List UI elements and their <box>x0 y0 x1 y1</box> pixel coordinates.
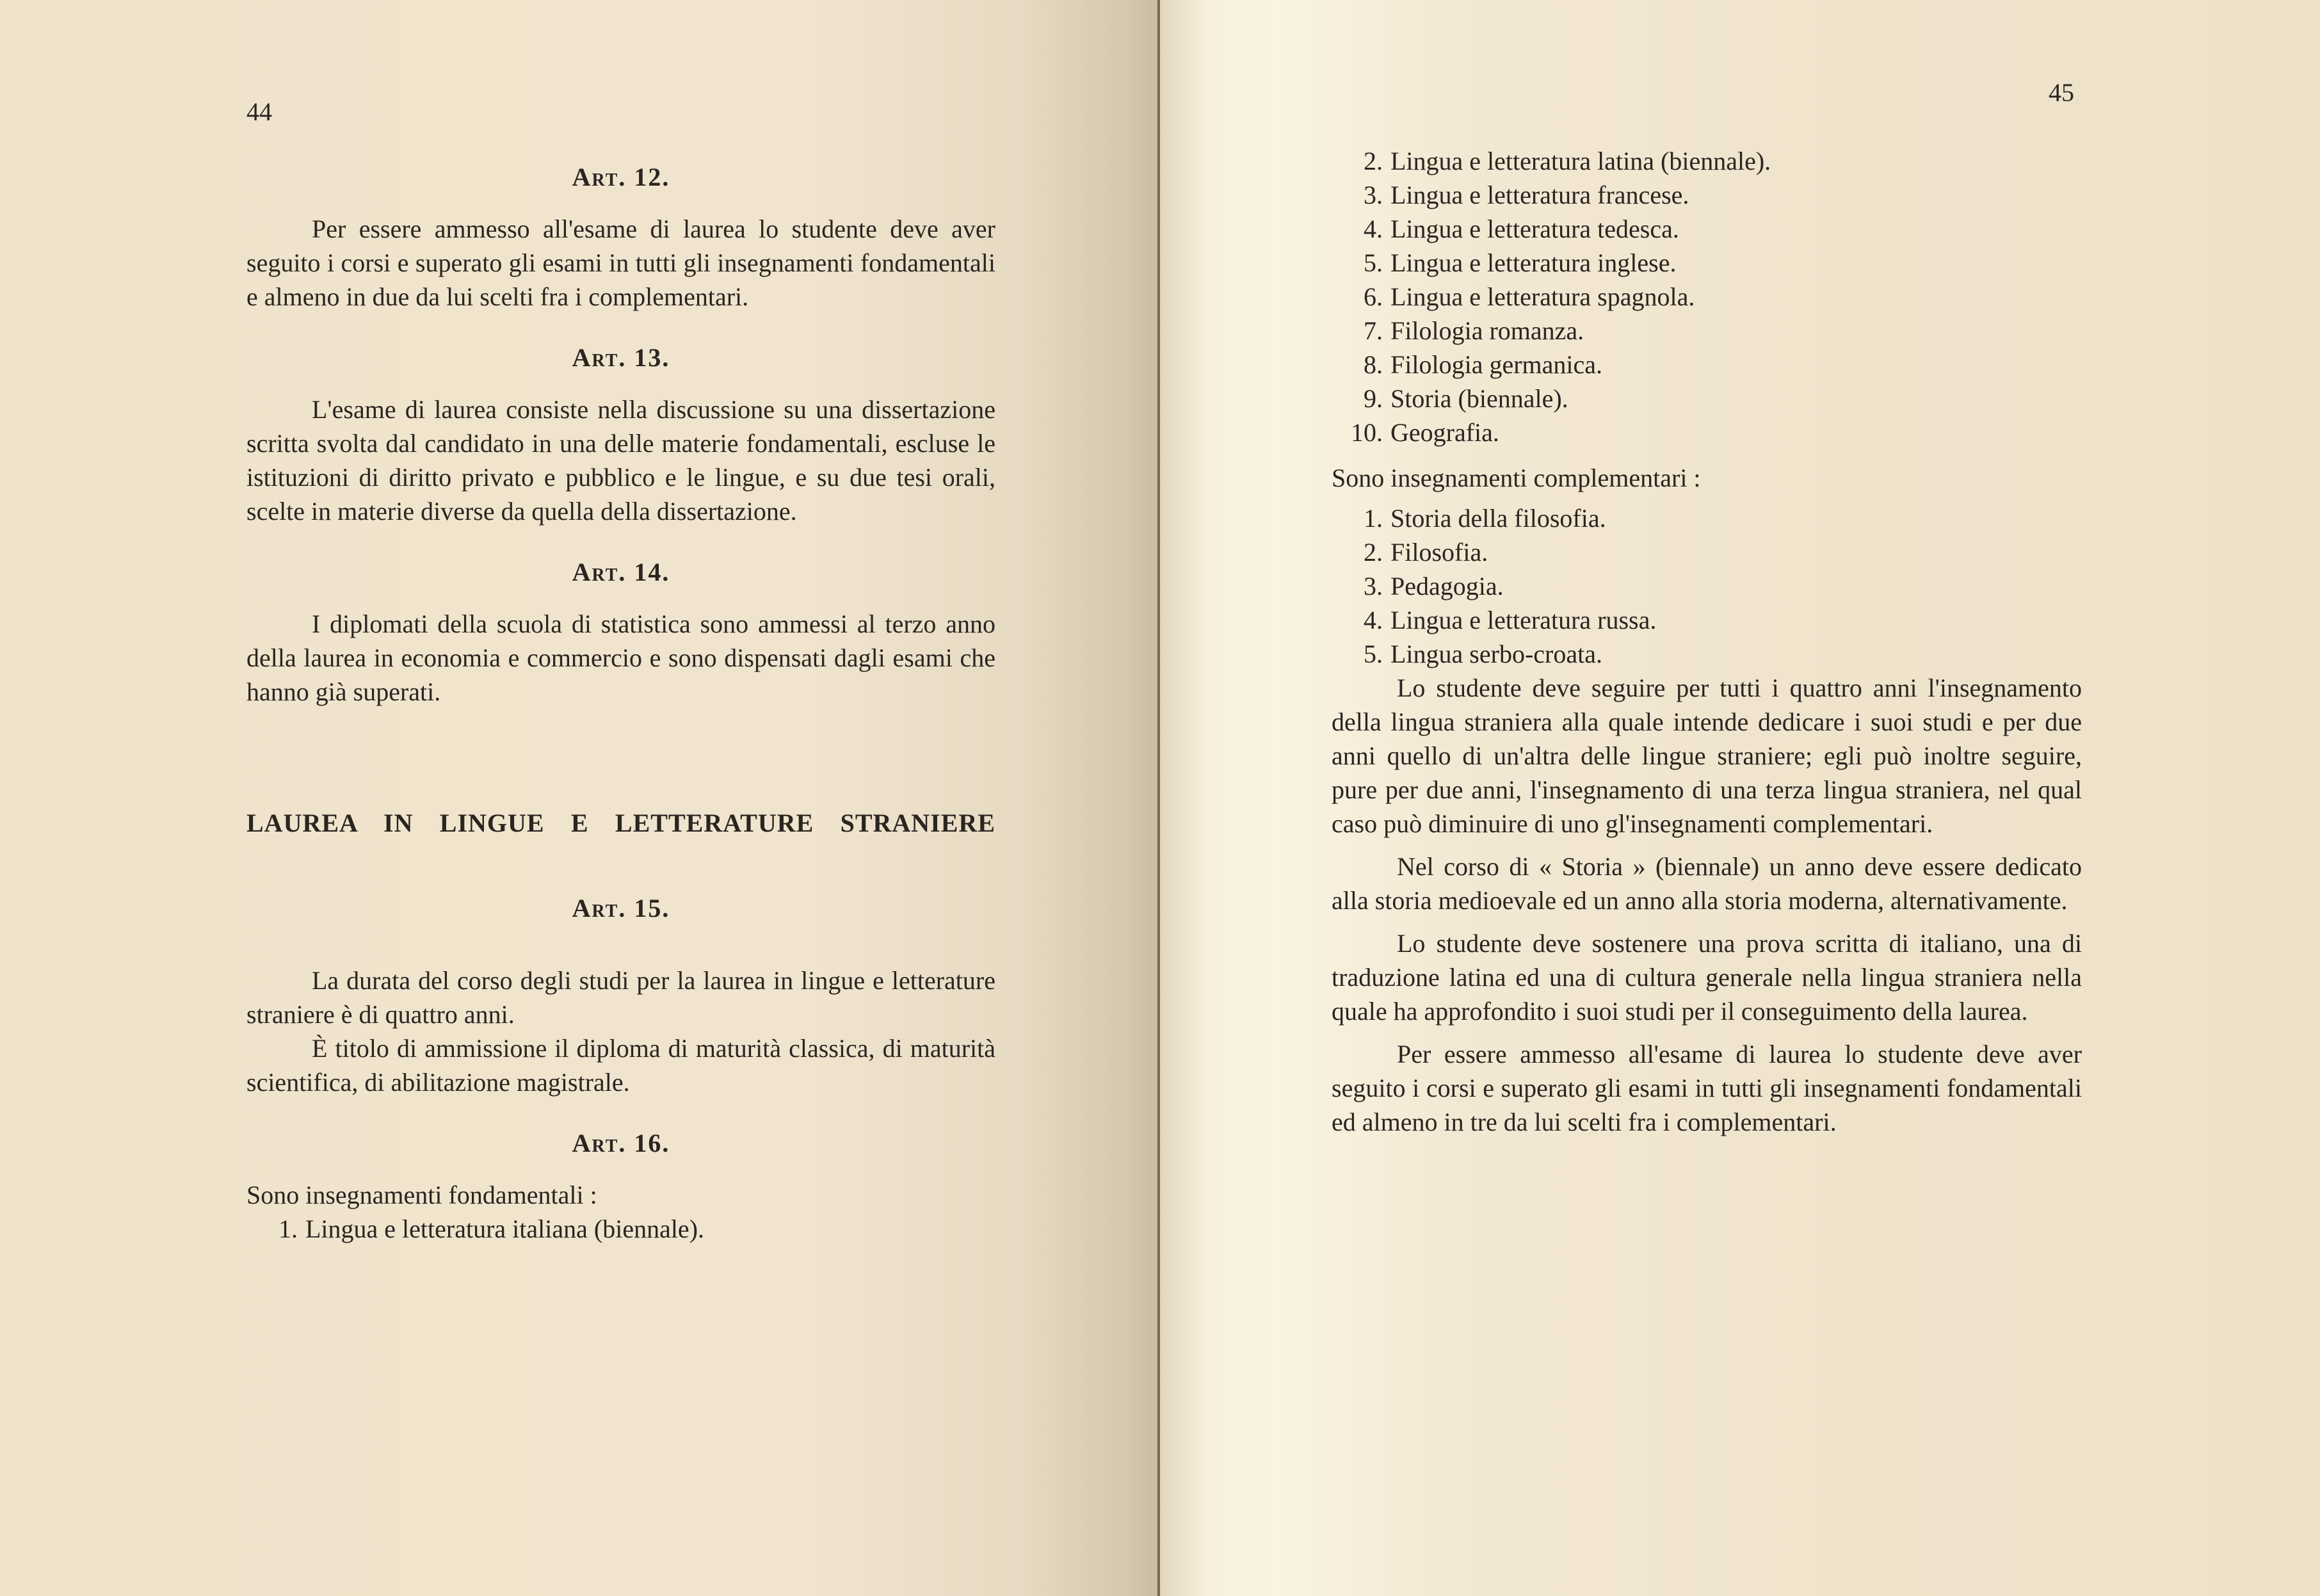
list-item-number: 1. <box>278 1214 298 1243</box>
list-item-number: 10. <box>1351 418 1383 447</box>
list-item <box>1332 314 2082 348</box>
list-item-label: Filologia romanza. <box>1390 316 1584 345</box>
article-heading: Art. 13. <box>572 343 670 372</box>
list-item-number: 4. <box>1364 606 1383 634</box>
body-paragraph: Nel corso di « Storia » (biennale) un anno deve essere dedicato alla storia medioevale ed un anno alla storia moderna, alternativamente. <box>1332 852 2082 915</box>
body-paragraph: Lo studente deve sostenere una prova scritta di italiano, una di traduzione latina ed una di cultura generale nella lingua straniera nella quale ha approfondito i suoi studi per il conseguimento della laurea. <box>1332 929 2082 1026</box>
list-item-label: Lingua e letteratura francese. <box>1390 181 1689 209</box>
article-paragraph: I diplomati della scuola di statistica sono ammessi al terzo anno della laurea in economia e commercio e sono dispensati dagli esami che hanno già superati. <box>246 609 995 706</box>
list-item <box>246 1212 995 1246</box>
complementary-subjects-list <box>1332 501 2082 671</box>
list-item-label: Lingua e letteratura spagnola. <box>1390 282 1695 311</box>
list-item <box>1332 212 2082 246</box>
page-number: 44 <box>246 97 272 126</box>
list-item-number: 5. <box>1364 248 1383 277</box>
article-heading: Art. 15. <box>572 894 670 923</box>
list-item-number: 5. <box>1364 640 1383 668</box>
list-item <box>1332 415 2082 449</box>
list-item-number: 2. <box>1364 147 1383 175</box>
list-item <box>1332 535 2082 569</box>
list-item-label: Lingua e letteratura tedesca. <box>1390 214 1679 243</box>
body-paragraph: Lo studente deve seguire per tutti i quattro anni l'insegnamento della lingua straniera alla quale intende dedicare i suoi studi e per due anni quello di un'altra delle lingue straniere; egli può inoltre seguire, pure per due anni, l'insegnamento di una terza lingua straniera, nel qual caso può diminuire di uno gl'insegnamenti complementari. <box>1332 673 2082 838</box>
list-item <box>1332 637 2082 671</box>
list-item-number: 9. <box>1364 384 1383 413</box>
list-item <box>1332 603 2082 637</box>
book-gutter <box>1157 0 1160 1596</box>
list-item-label: Lingua e letteratura latina (biennale). <box>1390 147 1771 175</box>
list-item-label: Storia della filosofia. <box>1390 504 1606 533</box>
list-item-label: Geografia. <box>1390 418 1499 447</box>
list-item-label: Pedagogia. <box>1390 572 1504 601</box>
list-item-label: Filosofia. <box>1390 538 1488 567</box>
article-heading: Art. 16. <box>572 1129 670 1157</box>
list-item <box>1332 348 2082 382</box>
list-item-number: 7. <box>1364 316 1383 345</box>
body-paragraph: Per essere ammesso all'esame di laurea lo studente deve aver seguito i corsi e superato gli esami in tutti gli insegnamenti fondamentali ed almeno in tre da lui scelti fra i complementari. <box>1332 1040 2082 1136</box>
list-item <box>1332 144 2082 178</box>
list-item-label: Lingua e letteratura italiana (biennale). <box>305 1214 705 1243</box>
right-page <box>1160 0 2320 1596</box>
list-item-label: Lingua serbo-croata. <box>1390 640 1602 668</box>
fundamental-subjects-list-continued <box>1332 144 2082 449</box>
left-page-content <box>246 160 995 1246</box>
list-item <box>1332 382 2082 415</box>
list-item-number: 6. <box>1364 282 1383 311</box>
list-item <box>1332 246 2082 280</box>
article-paragraph: L'esame di laurea consiste nella discussione su una dissertazione scritta svolta dal candidato in una delle materie fondamentali, escluse le istituzioni di diritto privato e pubblico e le lingue, e su due tesi orali, scelte in materie diverse da quella della dissertazione. <box>246 395 995 526</box>
list-item-label: Storia (biennale). <box>1390 384 1568 413</box>
list-item-label: Filologia germanica. <box>1390 350 1603 379</box>
list-intro: Sono insegnamenti complementari : <box>1332 463 1701 492</box>
right-page-content <box>1332 144 2082 1139</box>
article-heading: Art. 12. <box>572 163 670 191</box>
list-item <box>1332 280 2082 314</box>
list-item-number: 8. <box>1364 350 1383 379</box>
article-heading: Art. 14. <box>572 558 670 586</box>
list-item <box>1332 501 2082 535</box>
page-number: 45 <box>2049 78 2074 107</box>
list-item-number: 1. <box>1364 504 1383 533</box>
list-item <box>1332 178 2082 212</box>
fundamental-subjects-list <box>246 1212 995 1246</box>
list-intro: Sono insegnamenti fondamentali : <box>246 1181 597 1209</box>
list-item <box>1332 569 2082 603</box>
article-paragraph: È titolo di ammissione il diploma di maturità classica, di maturità scientifica, di abilitazione magistrale. <box>246 1034 995 1097</box>
section-title: LAUREA IN LINGUE E LETTERATURE STRANIERE <box>246 809 995 837</box>
list-item-number: 4. <box>1364 214 1383 243</box>
article-paragraph: Per essere ammesso all'esame di laurea lo studente deve aver seguito i corsi e superato gli esami in tutti gli insegnamenti fondamentali e almeno in due da lui scelti fra i complementari. <box>246 214 995 311</box>
list-item-number: 3. <box>1364 181 1383 209</box>
list-item-number: 3. <box>1364 572 1383 601</box>
list-item-number: 2. <box>1364 538 1383 567</box>
list-item-label: Lingua e letteratura russa. <box>1390 606 1657 634</box>
list-item-label: Lingua e letteratura inglese. <box>1390 248 1677 277</box>
article-paragraph: La durata del corso degli studi per la laurea in lingue e letterature straniere è di quattro anni. <box>246 966 995 1029</box>
